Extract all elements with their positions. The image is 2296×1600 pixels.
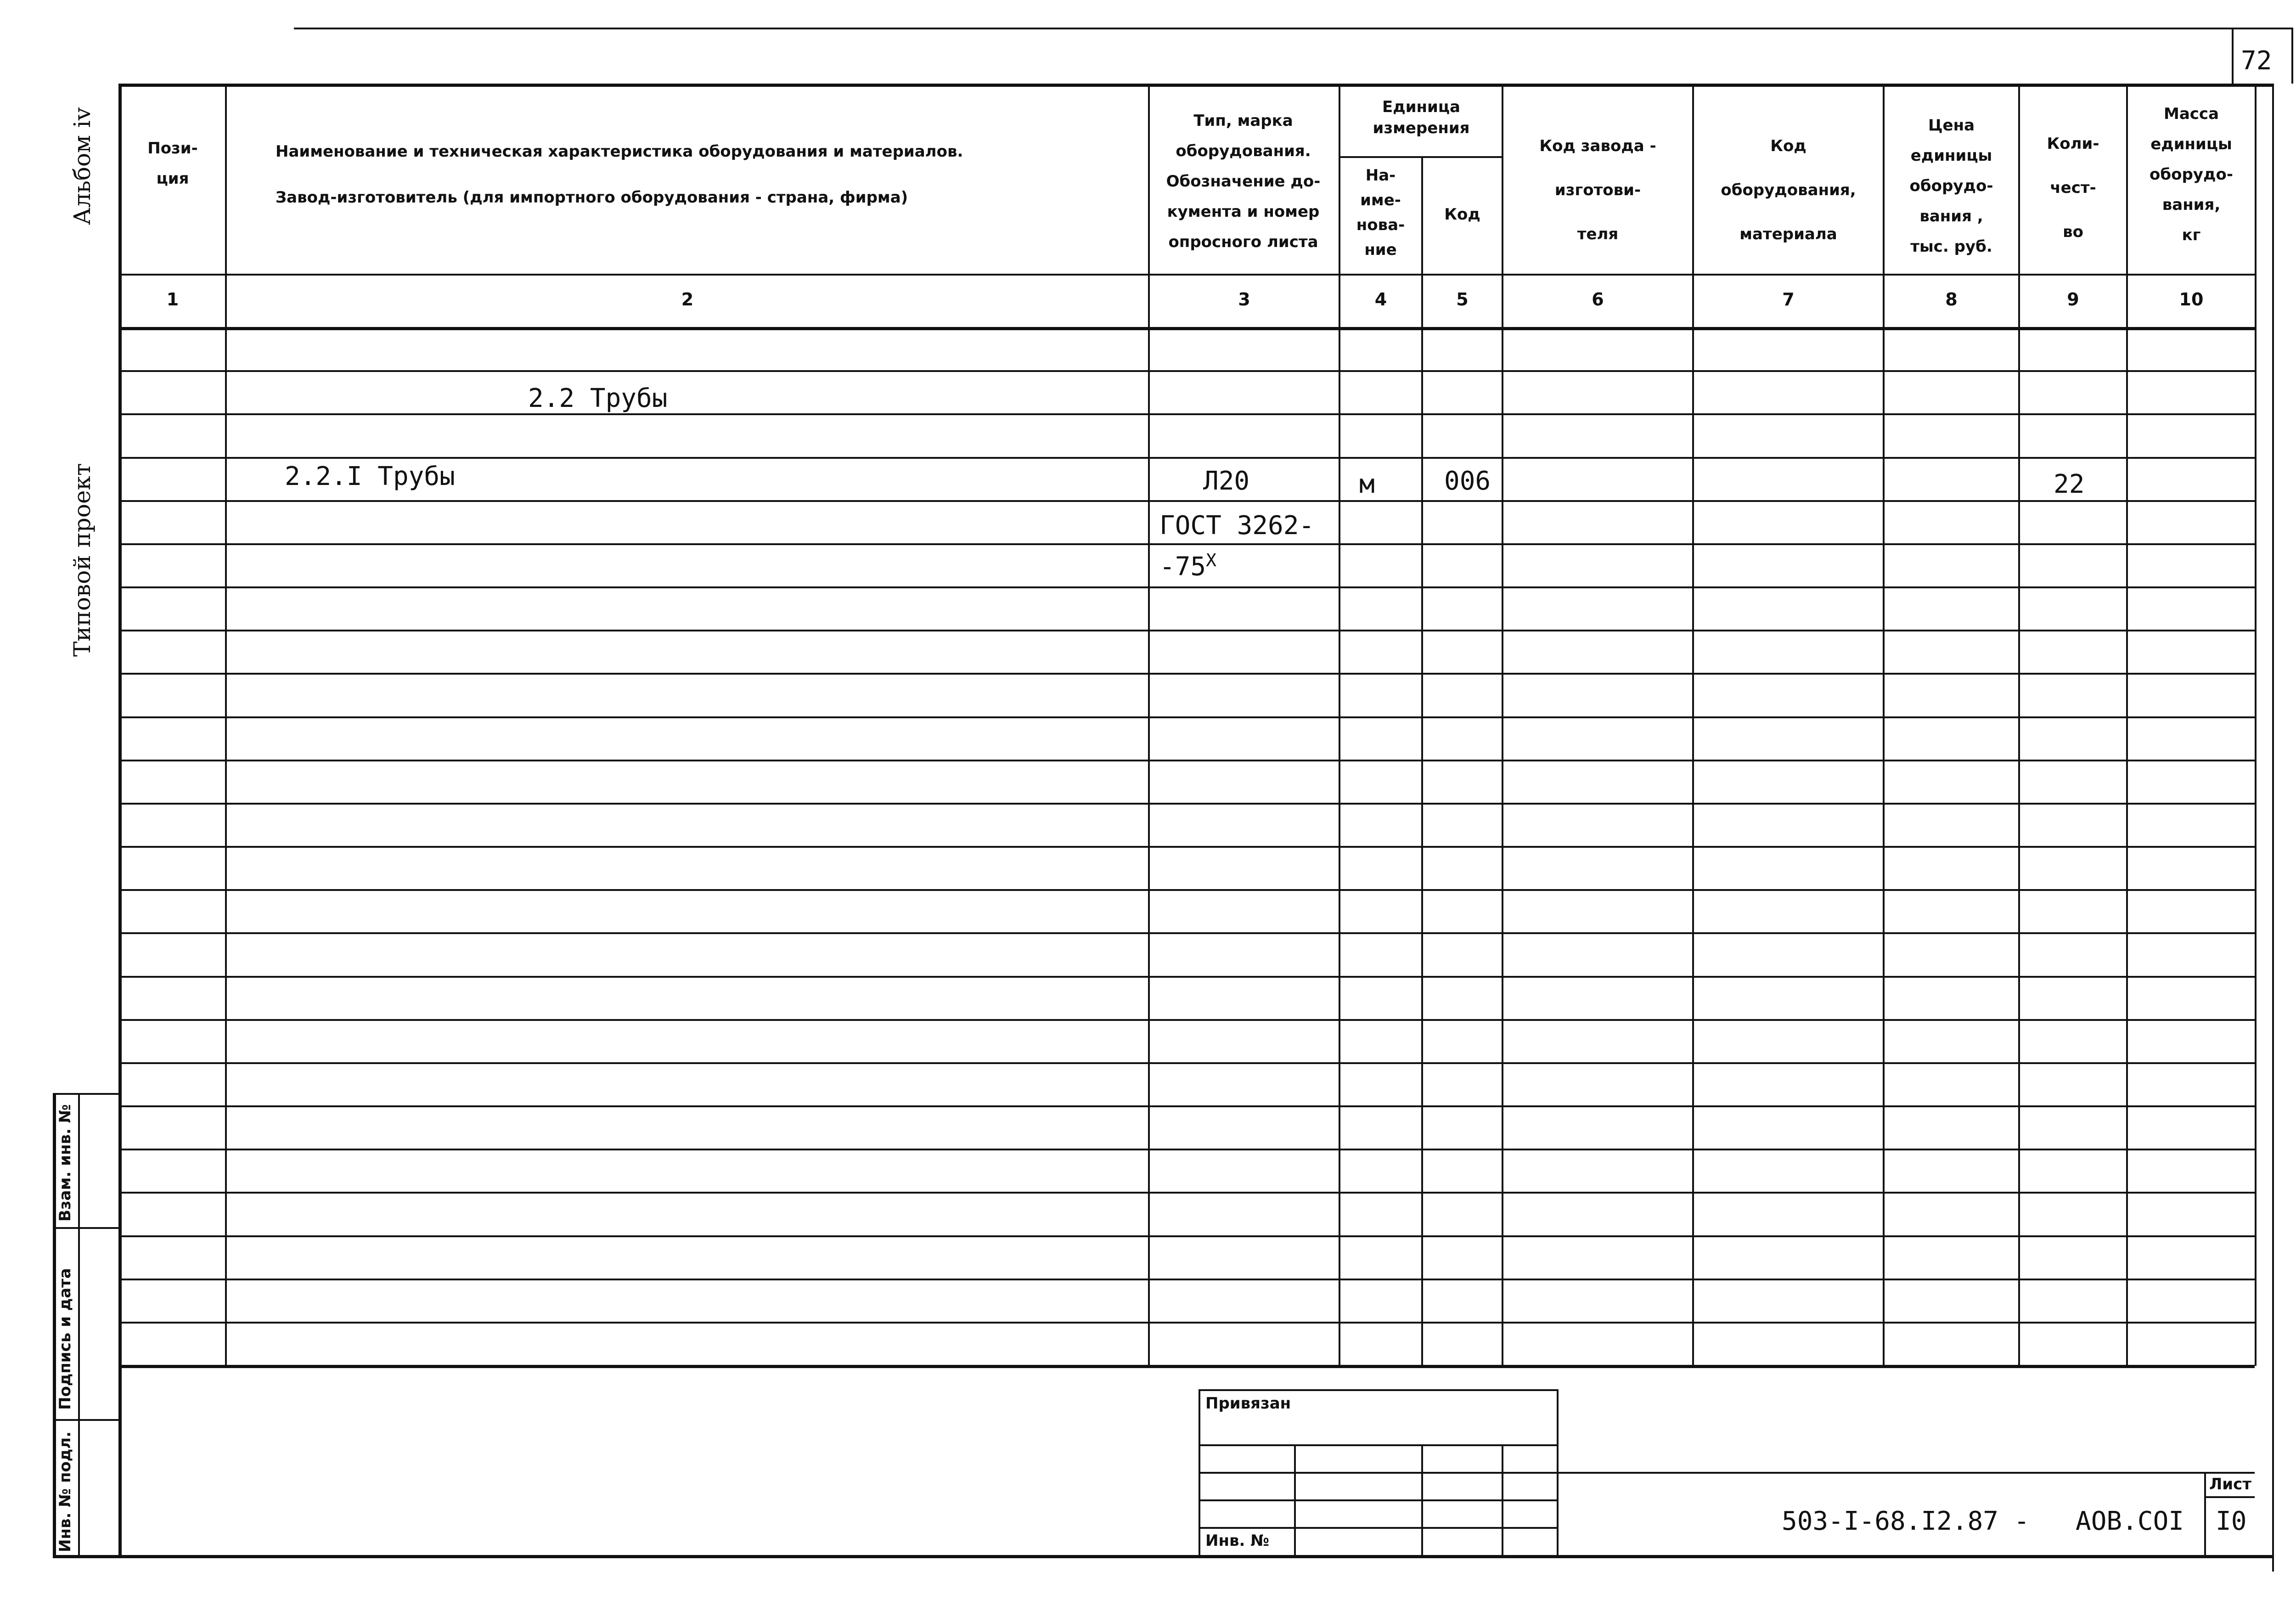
column-number: 10 [2179,289,2204,310]
col-line-6 [1692,84,1694,1366]
header-col7: Код оборудования, материала [1721,137,1856,243]
body-row-line [118,543,2255,545]
column-number: 3 [1238,289,1250,310]
body-row-line [118,1105,2255,1107]
stamp-privyazan: Привязан [1205,1394,1291,1413]
stamp-col1 [1294,1444,1296,1555]
frame-bottom [53,1555,2272,1558]
strip-left [53,1093,56,1555]
body-row-line [118,1322,2255,1324]
body-row-line [118,976,2255,978]
body-row-line [118,1279,2255,1280]
body-row-line [118,1019,2255,1021]
top-rule [294,28,2232,29]
list-label: Лист [2209,1475,2251,1493]
header-col9: Коли- чест- во [2047,135,2099,241]
column-number: 9 [2067,289,2079,310]
side-label-album: Альбом iv [69,107,96,225]
header-bottom [118,274,2255,276]
body-row-line [118,932,2255,934]
col-line-1 [225,84,227,1366]
body-row-line [118,1149,2255,1150]
stamp-top [1199,1389,1557,1391]
side-label-podpis: Подпись и дата [56,1268,74,1410]
body-bottom [118,1365,2255,1368]
column-number: 6 [1592,289,1604,310]
col-line-8 [2018,84,2020,1366]
body-row-line [118,457,2255,459]
column-number: 8 [1945,289,1958,310]
frame-right [2272,84,2274,1572]
page-box-right [2291,28,2293,84]
doc-suffix: АОВ.СОI [2076,1506,2184,1536]
strip-mid [78,1093,80,1555]
stamp-col3 [1502,1444,1503,1555]
body-row-line [118,500,2255,502]
strip-div2 [53,1419,118,1421]
item-qty: 22 [2054,469,2085,499]
header-col4: На- име- нова- ние [1356,166,1405,259]
item-doc-line2: $-75^Х$ [1159,550,1217,582]
body-row-line [118,1062,2255,1064]
stamp-col2 [1421,1444,1423,1555]
header-col3: Тип, марка оборудования. Обозначение до- кумента и номер опросного листа [1166,112,1321,251]
section-title: 2.2 Трубы [528,383,668,413]
col-line-10 [2255,84,2257,1366]
column-number: 2 [681,289,694,310]
page-box-left [2232,28,2234,84]
frame-top [118,84,2272,87]
body-row-line [118,630,2255,631]
page-box-top [2232,28,2291,29]
item-code: 006 [1444,466,1491,496]
body-row-line [118,1192,2255,1194]
body-row-line [118,760,2255,761]
body-row-line [118,889,2255,891]
column-number: 1 [166,289,179,310]
body-row-line [118,846,2255,848]
strip-div1 [53,1227,118,1229]
body-row-line [118,370,2255,372]
title-block-top [1557,1472,2255,1474]
header-col2: Наименование и техническая характеристика оборудования и материалов. Завод-изготовитель (для импортного оборудования - страна, фирма) [276,142,963,207]
side-label-project: Типовой проект [69,463,96,657]
col-line-5 [1502,84,1503,1366]
col-line-2 [1148,84,1150,1366]
header-col45: Единица измерения [1373,98,1470,137]
item-type: Л20 [1203,466,1250,496]
column-number: 5 [1456,289,1469,310]
body-row-line [118,586,2255,588]
header-col1: Пози- ция [147,139,198,188]
col-line-7 [1883,84,1885,1366]
col-line-3 [1339,84,1340,1366]
item-doc-line1: ГОСТ 3262- [1159,511,1315,541]
col-line-9 [2126,84,2128,1366]
item-unit: м [1359,469,1375,499]
body-row-line [118,716,2255,718]
strip-top [53,1093,118,1095]
list-value: I0 [2216,1506,2247,1536]
header-col5: Код [1444,205,1480,224]
side-label-inv-podl: Инв. № подл. [56,1431,74,1552]
header-col6: Код завода - изготови- теля [1539,137,1656,243]
body-row-line [118,413,2255,415]
body-row-line [118,673,2255,675]
side-label-vzam: Взам. инв. № [56,1104,74,1222]
body-row-line [118,803,2255,805]
header-col8: Цена единицы оборудо- вания , тыс. руб. [1909,116,1993,256]
column-number: 4 [1374,289,1387,310]
column-number: 7 [1782,289,1795,310]
unit-sub-rule [1339,156,1502,158]
doc-code: 503-I-68.I2.87 - [1782,1506,2030,1536]
page-number: 72 [2241,46,2272,76]
item-name: 2.2.I Трубы [285,462,455,491]
header-col10: Масса единицы оборудо- вания, кг [2150,105,2233,244]
body-row-line [118,1235,2255,1237]
numbers-bottom [118,327,2255,330]
stamp-inv-no: Инв. № [1205,1532,1270,1550]
